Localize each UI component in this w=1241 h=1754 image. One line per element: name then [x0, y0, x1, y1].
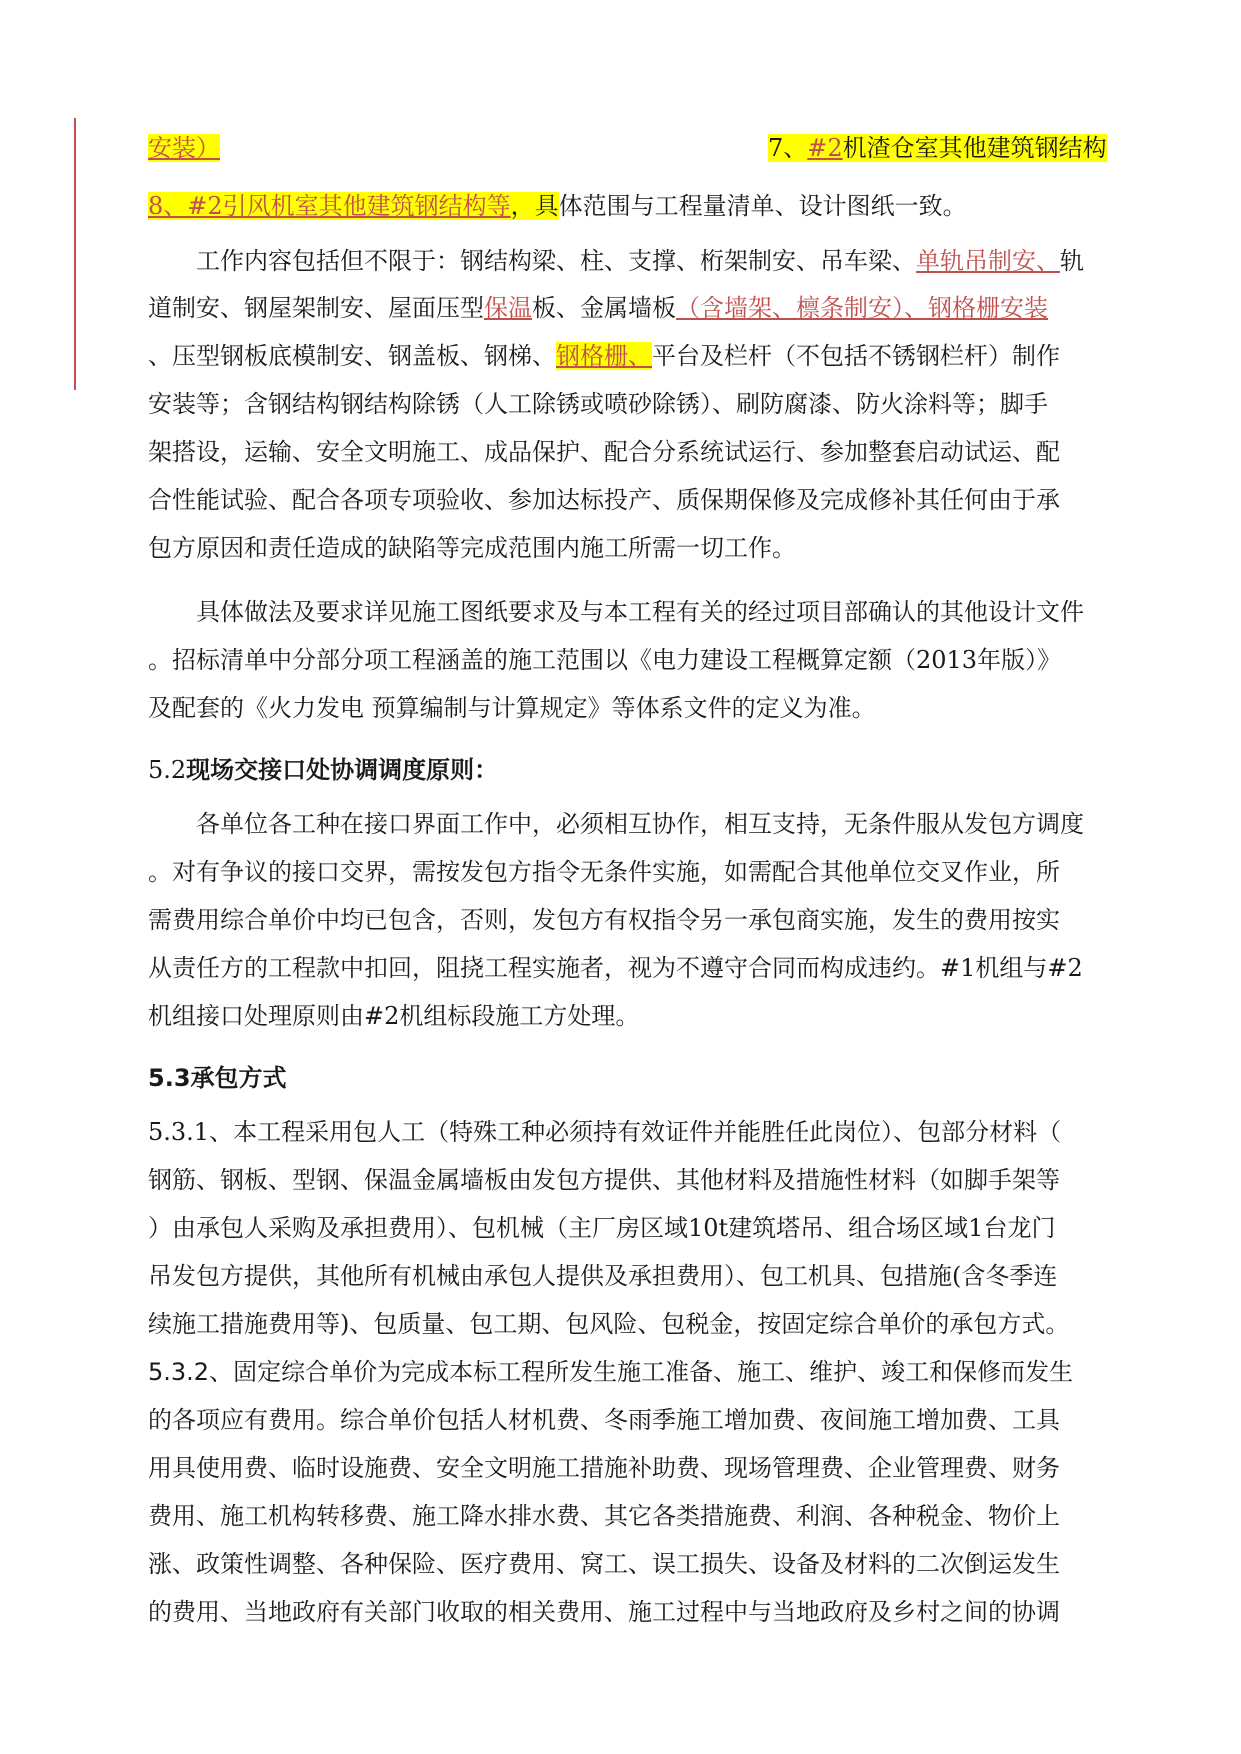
text-line: 吊发包方提供，其他所有机械由承包人提供及承担费用）、包工机具、包措施(含冬季连 [148, 1262, 1058, 1290]
text-line: 5.3.1、本工程采用包人工（特殊工种必须持有效证件并能胜任此岗位）、包部分材料（ [148, 1118, 1062, 1146]
text-line: ）由承包人采购及承担费用）、包机械（主厂房区域10t建筑塔吊、组合场区域1台龙门 [148, 1214, 1056, 1242]
revision-text: （含墙架、檩条制安）、钢格栅安装 [676, 294, 1048, 322]
text-line: 的费用、当地政府有关部门收取的相关费用、施工过程中与当地政府及乡村之间的协调 [148, 1598, 1060, 1626]
heading-number: 5.2 [148, 756, 187, 784]
text-line [148, 186, 1123, 226]
highlighted-text: 具 [534, 192, 559, 220]
revision-change-bar [74, 118, 76, 390]
body-text: 体范围与工程量清单、设计图纸一致。 [558, 192, 967, 220]
body-text: 道制安、钢屋架制安、屋面压型 [148, 294, 484, 322]
text-line: 费用、施工机构转移费、施工降水排水费、其它各类措施费、利润、各种税金、物价上 [148, 1502, 1060, 1530]
highlighted-text: 机渣仓室其他建筑钢结构 [842, 134, 1107, 162]
body-text: 、压型钢板底模制安、钢盖板、钢梯、 [148, 342, 556, 370]
heading-title: 承包方式 [190, 1063, 287, 1092]
body-text: 板、金属墙板 [532, 294, 676, 322]
heading-number: 5.3 [148, 1064, 191, 1092]
text-line: 续施工措施费用等)、包质量、包工期、包风险、包税金，按固定综合单价的承包方式。 [148, 1310, 1070, 1338]
text-line: 各单位各工种在接口界面工作中，必须相互协作，相互支持，无条件服从发包方调度 [196, 810, 1084, 838]
text-line: 及配套的《火力发电 预算编制与计算规定》等体系文件的定义为准。 [148, 694, 876, 722]
heading-title: 现场交接口处协调调度原则： [186, 755, 499, 784]
text-line: 机组接口处理原则由#2机组标段施工方处理。 [148, 1002, 640, 1030]
text-line: 架搭设，运输、安全文明施工、成品保护、配合分系统试运行、参加整套启动试运、配 [148, 438, 1060, 466]
text-line: 。招标清单中分部分项工程涵盖的施工范围以《电力建设工程概算定额（2013年版）》 [148, 646, 1062, 674]
highlighted-revision-text: #2 [807, 134, 843, 162]
text-line: 钢筋、钢板、型钢、保温金属墙板由发包方提供、其他材料及措施性材料（如脚手架等 [148, 1166, 1060, 1194]
section-heading-5-3 [148, 1058, 1123, 1098]
text-line: 需费用综合单价中均已包含，否则，发包方有权指令另一承包商实施，发生的费用按实 [148, 906, 1060, 934]
highlighted-text: 7、 [768, 134, 808, 162]
text-line [196, 241, 1123, 281]
text-line [148, 1352, 1123, 1392]
highlighted-text: ， [510, 192, 535, 220]
body-text: 平台及栏杆（不包括不锈钢栏杆）制作 [652, 342, 1060, 370]
section-heading-5-2 [148, 750, 1123, 790]
body-text: 轨 [1060, 247, 1084, 275]
text-line: 合性能试验、配合各项专项验收、参加达标投产、质保期保修及完成修补其任何由于承 [148, 486, 1060, 514]
text-line [148, 288, 1123, 328]
text-line: 涨、政策性调整、各种保险、医疗费用、窝工、误工损失、设备及材料的二次倒运发生 [148, 1550, 1060, 1578]
text-line [148, 336, 1123, 376]
body-text: 工作内容包括但不限于：钢结构梁、柱、支撑、桁架制安、吊车梁、 [196, 247, 916, 275]
revision-text: 保温 [484, 294, 532, 322]
text-line: 用具使用费、临时设施费、安全文明施工措施补助费、现场管理费、企业管理费、财务 [148, 1454, 1060, 1482]
body-text: 、固定综合单价为完成本标工程所发生施工准备、施工、维护、竣工和保修而发生 [209, 1358, 1074, 1386]
text-line: 包方原因和责任造成的缺陷等完成范围内施工所需一切工作。 [148, 534, 796, 562]
text-line: 从责任方的工程款中扣回，阻挠工程实施者，视为不遵守合同而构成违约。#1机组与#2 [148, 954, 1083, 982]
clause-number: 5.3.2 [148, 1358, 210, 1386]
highlighted-revision-text: 安装） [148, 134, 220, 162]
highlighted-revision-text: 8、#2引风机室其他建筑钢结构等 [148, 192, 511, 220]
highlighted-revision-text: 钢格栅、 [556, 342, 652, 370]
text-line: 安装等；含钢结构钢结构除锈（人工除锈或喷砂除锈）、刷防腐漆、防火涂料等；脚手 [148, 390, 1048, 418]
text-line: 的各项应有费用。综合单价包括人材机费、冬雨季施工增加费、夜间施工增加费、工具 [148, 1406, 1060, 1434]
text-line: 。对有争议的接口交界，需按发包方指令无条件实施，如需配合其他单位交叉作业，所 [148, 858, 1060, 886]
text-line: 具体做法及要求详见施工图纸要求及与本工程有关的经过项目部确认的其他设计文件 [196, 598, 1084, 626]
text-line [148, 128, 1123, 168]
revision-text: 单轨吊制安、 [916, 247, 1060, 275]
